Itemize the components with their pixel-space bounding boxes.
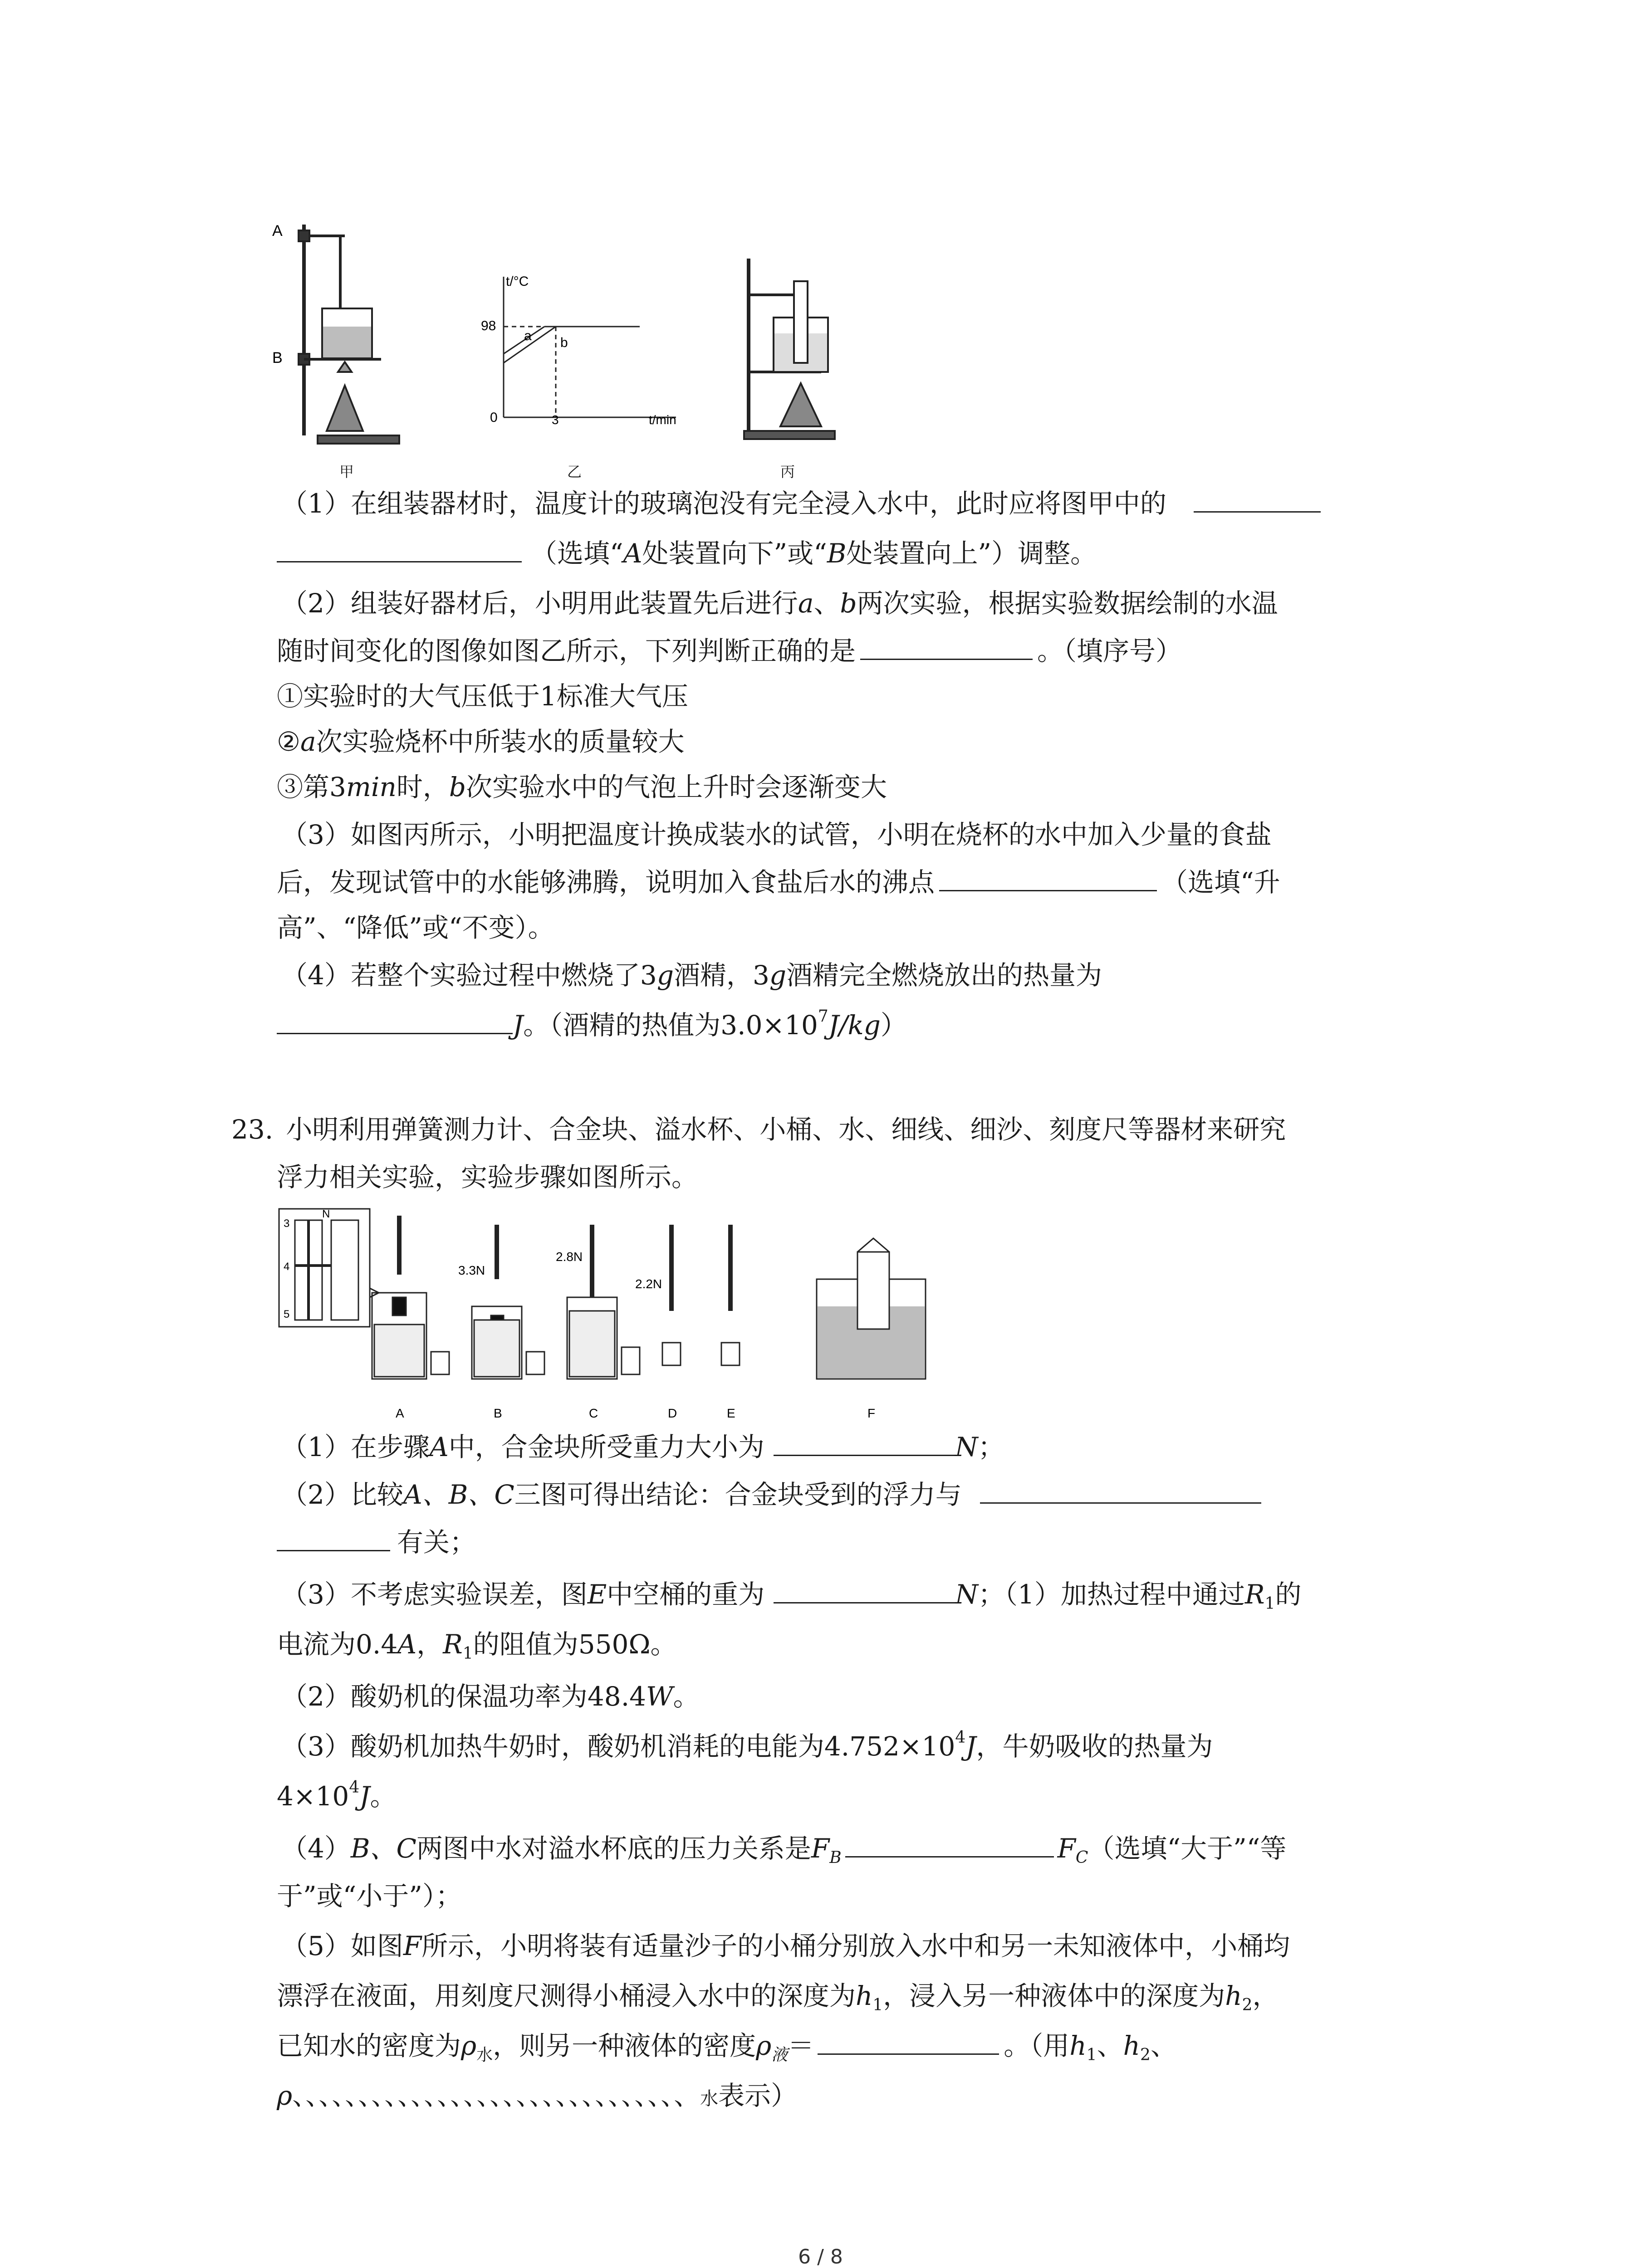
q22-option-3-text-a: ③第3 <box>277 772 346 802</box>
q23-part5-rho-water-sub: 水 <box>476 2046 493 2064</box>
q22-part4-blank[interactable] <box>277 1007 513 1034</box>
q23-part5-text-i: 。（用 <box>1004 2030 1070 2061</box>
figure-yi-y-axis: t/°C <box>506 274 529 289</box>
q23-part1-text-b: 中，合金块所受重力大小为 <box>448 1432 764 1462</box>
figure-yi-xtick: 3 <box>552 413 559 426</box>
q23-part3-text-f: ， <box>416 1629 443 1660</box>
q22-option-3-var: min <box>346 772 397 802</box>
q22-part1-blank-cont[interactable] <box>277 536 522 562</box>
q23-part3-unit-a: A <box>397 1629 417 1660</box>
q23-part5-text-b: 所示，小明将装有适量沙子的小桶分别放入水中和另一未知液体中，小桶均 <box>421 1931 1290 1961</box>
q23-stray-3-exp: 4 <box>955 1728 966 1747</box>
page-number: 6 / 8 <box>798 2245 843 2268</box>
q23-stray-3-line2 <box>277 1778 397 1814</box>
q22-part3-text-b: 后，发现试管中的水能够沸腾，说明加入食盐后水的沸点 <box>277 867 935 898</box>
q23-number: 23. <box>231 1114 274 1145</box>
q23-fig-dial-tick-5: 5 <box>284 1308 290 1320</box>
q23-stray-3-line1 <box>281 1728 1213 1765</box>
q23-part1 <box>281 1429 1004 1465</box>
q23-intro-line1 <box>231 1111 1286 1148</box>
q23-fig-label-e: E <box>727 1406 735 1420</box>
figure-bing-label: 丙 <box>780 463 795 480</box>
q23-part3-r1b: R <box>443 1629 463 1660</box>
q22-part1-text-b: （选填“ <box>531 538 623 569</box>
q23-part4-line2 <box>277 1878 462 1914</box>
q22-part4-unit: J <box>513 1010 524 1041</box>
q22-part1-var-b: B <box>827 538 847 569</box>
q22-part4-line2 <box>277 1007 907 1043</box>
q23-part5-use-sep: 、 <box>1097 2030 1123 2061</box>
q22-option-2-var: a <box>300 726 316 757</box>
q23-fig-reading-c: 2.8N <box>556 1250 583 1264</box>
figure-jia-label: 甲 <box>339 463 354 480</box>
q22-part1-var-a: A <box>623 538 642 569</box>
q23-part4-fc: F <box>1057 1833 1076 1864</box>
q23-stray-3-text-a: （3）酸奶机加热牛奶时，酸奶机消耗的电能为4.752×10 <box>281 1731 955 1762</box>
q22-part3-line1 <box>281 816 1272 853</box>
q23-part2-line1 <box>281 1476 1261 1513</box>
q23-part4-fb-sub: B <box>829 1848 842 1867</box>
q23-fig-dial-tick-4: 4 <box>284 1261 290 1273</box>
q22-part4-var-g1: g <box>656 960 674 991</box>
q22-part1-blank[interactable] <box>1194 486 1321 513</box>
q23-part5-text-a: （5）如图 <box>281 1931 403 1961</box>
q23-part2-blank-cont[interactable] <box>277 1525 390 1551</box>
q23-part4-var: B、C <box>350 1833 416 1864</box>
q23-part4-text-a: （4） <box>281 1833 351 1864</box>
q22-part1-text-a: （1）在组装器材时，温度计的玻璃泡没有完全浸入水中，此时应将图甲中的 <box>281 488 1166 519</box>
q22-option-3-text-b: 时， <box>396 772 449 802</box>
q23-part5-text-f: 已知水的密度为 <box>277 2030 461 2061</box>
q22-part3-line2 <box>277 864 1280 900</box>
q22-part2-line1 <box>281 585 1278 621</box>
q23-stray-3-unit2: J <box>359 1781 370 1812</box>
q22-part2-var-b: b <box>840 588 857 619</box>
q23-part1-text-c: ； <box>978 1432 1004 1462</box>
q23-part5-text-c: 漂浮在液面，用刻度尺测得小桶浸入水中的深度为 <box>277 1980 856 2011</box>
q23-stray-2 <box>281 1678 700 1715</box>
q22-part4-text-b: 酒精，3 <box>673 960 769 991</box>
q23-part5-use-h1-sub: 1 <box>1086 2046 1097 2064</box>
q23-part5-line1 <box>281 1928 1290 1964</box>
q23-part3-var: E <box>587 1579 607 1610</box>
q22-part3-line3 <box>277 909 554 946</box>
q23-part4-blank[interactable] <box>845 1831 1054 1857</box>
q23-part3-line1 <box>281 1576 1302 1613</box>
q23-fig-reading-d: 2.2N <box>635 1277 662 1291</box>
q23-part5-dots: 、、、、、、、、、、、、、、、、、、、、、、、、、、、、、、 <box>292 2080 700 2111</box>
q23-part2-text-c: 有关； <box>397 1527 476 1558</box>
q23-part3-r1: R <box>1244 1579 1265 1610</box>
q22-option-1-text: ①实验时的大气压低于1标准大气压 <box>277 681 688 712</box>
figure-yi-curve-b: b <box>560 335 568 350</box>
q23-part4-text-c: （选填“大于”“等 <box>1088 1833 1287 1864</box>
q23-part5-use-h1: h <box>1069 2030 1087 2061</box>
q23-stray-2-text: （2）酸奶机的保温功率为48.4 <box>281 1681 647 1712</box>
q23-stray-2-end: 。 <box>673 1681 700 1712</box>
figure-bing-apparatus <box>730 254 848 445</box>
q23-intro-a: 小明利用弹簧测力计、合金块、溢水杯、小桶、水、细线、细沙、刻度尺等器材来研究 <box>286 1114 1286 1145</box>
q22-part4-text-c: 酒精完全燃烧放出的热量为 <box>786 960 1102 991</box>
q22-part1-text-d: 处装置向下”或“ <box>642 538 827 569</box>
q23-part5-rho-liquid-sub: 液 <box>771 2046 788 2064</box>
figure-jia-mark-a: A <box>272 222 283 240</box>
q22-part2-text-d: 随时间变化的图像如图乙所示，下列判断正确的是 <box>277 635 856 666</box>
q22-part4-text-f: ） <box>880 1010 907 1041</box>
q23-part4-fb: F <box>811 1833 830 1864</box>
q23-part5-var: F <box>403 1931 422 1961</box>
q22-part3-text-a: （3）如图丙所示，小明把温度计换成装水的试管，小明在烧杯的水中加入少量的食盐 <box>281 819 1272 850</box>
q23-part5-use-end: 、 <box>1150 2030 1177 2061</box>
q23-part4-line1 <box>281 1830 1286 1867</box>
q22-part2-var-a: a <box>798 588 814 619</box>
q22-part2-text-c: 两次实验，根据实验数据绘制的水温 <box>857 588 1278 619</box>
q23-part1-text-a: （1）在步骤 <box>281 1432 430 1462</box>
q23-part3-blank[interactable] <box>774 1577 955 1603</box>
q22-part2-blank[interactable] <box>860 633 1033 660</box>
q23-part5-use-h2: h <box>1123 2030 1140 2061</box>
figure-yi-ytick: 98 <box>481 318 496 333</box>
q23-part3-unit: N <box>955 1579 979 1610</box>
q23-part5-line2 <box>277 1978 1279 2014</box>
q23-part5-text-e: ， <box>1252 1980 1279 2011</box>
q23-part5-h1-sub: 1 <box>872 1996 883 2014</box>
q22-part1-line1 <box>281 485 1321 522</box>
q23-part2-text-a: （2）比较 <box>281 1479 403 1510</box>
q23-stray-2-unit: W <box>646 1681 673 1712</box>
q23-part3-text-a: （3）不考虑实验误差，图 <box>281 1579 588 1610</box>
q22-part1-text-f: 处装置向上”）调整。 <box>846 538 1097 569</box>
q23-part5-h2: h <box>1225 1980 1242 2011</box>
figure-yi-label: 乙 <box>567 463 582 480</box>
q23-part5-line4 <box>277 2077 797 2117</box>
q23-part5-h2-sub: 2 <box>1242 1996 1253 2014</box>
q23-part3-r1b-sub: 1 <box>462 1644 473 1663</box>
q22-option-3 <box>277 769 887 805</box>
q23-fig-label-a: A <box>396 1406 404 1420</box>
q23-stray-3-end: 。 <box>370 1781 397 1812</box>
q23-part3-text-c: ；（1）加热过程中通过 <box>978 1579 1245 1610</box>
q23-part5-equals: ＝ <box>788 2030 814 2061</box>
figure-yi-graph <box>467 272 685 426</box>
q23-part5-use-rho-sub: 水 <box>700 2088 719 2109</box>
q23-part2-var: A、B、C <box>403 1479 514 1510</box>
q23-fig-label-c: C <box>589 1406 598 1420</box>
q22-part2-text-e: 。（填序号） <box>1037 635 1182 666</box>
q23-part5-use-rho: ρ <box>277 2080 293 2111</box>
q22-part4-text-a: （4）若整个实验过程中燃烧了3 <box>281 960 657 991</box>
q23-part5-text-d: ，浸入另一种液体中的深度为 <box>883 1980 1225 2011</box>
q23-part3-text-b: 中空桶的重为 <box>607 1579 765 1610</box>
q23-part5-rho-water: ρ <box>461 2030 477 2061</box>
q23-part4-fc-sub: C <box>1075 1848 1088 1867</box>
q22-part1-line2 <box>277 535 1097 572</box>
q22-part3-text-c: （选填“升 <box>1161 867 1280 898</box>
q23-part5-use-h2-sub: 2 <box>1140 2046 1151 2064</box>
figure-jia-mark-b: B <box>272 349 283 367</box>
q23-fig-label-b: B <box>494 1406 502 1420</box>
q23-part4-text-d: 于”或“小于”）； <box>277 1881 462 1911</box>
q23-fig-reading-b: 3.3N <box>458 1263 485 1277</box>
q23-part5-rho-liquid: ρ <box>756 2030 772 2061</box>
figure-yi-origin: 0 <box>490 410 498 425</box>
q23-part1-unit: N <box>955 1432 978 1462</box>
q23-intro-line2 <box>277 1159 698 1195</box>
q23-fig-dial-tick-3: 3 <box>284 1217 290 1230</box>
q23-stray-3-text-c: 4×10 <box>277 1781 349 1812</box>
q22-option-3-text-c: 次实验水中的气泡上升时会逐渐变大 <box>465 772 887 802</box>
q23-fig-label-d: D <box>668 1406 677 1420</box>
q22-part3-text-d: 高”、“降低”或“不变）。 <box>277 912 554 943</box>
q23-part4-text-b: 两图中水对溢水杯底的压力关系是 <box>416 1833 811 1864</box>
q22-part2-text-a: （2）组装好器材后，小明用此装置先后进行 <box>281 588 798 619</box>
figure-yi-x-axis: t/min <box>649 413 676 426</box>
figure-jia-apparatus <box>272 218 408 454</box>
q22-option-3-var-b: b <box>449 772 466 802</box>
q23-part2-blank[interactable] <box>980 1477 1261 1504</box>
q23-part5-text-end: 表示） <box>718 2080 798 2111</box>
q23-part2-line2 <box>277 1524 476 1560</box>
q22-part4-exp: 7 <box>818 1007 828 1026</box>
q23-stray-3-unit: J <box>965 1731 976 1762</box>
q22-part4-unit2: J/kg <box>828 1010 881 1041</box>
q22-part4-line1 <box>281 957 1102 993</box>
q22-option-2-text: 次实验烧杯中所装水的质量较大 <box>316 726 685 757</box>
q23-part1-var: A <box>429 1432 449 1462</box>
q23-fig-dial-unit: N <box>322 1208 330 1220</box>
q23-part3-text-e: 电流为0.4 <box>277 1629 398 1660</box>
q22-option-1 <box>277 678 688 714</box>
q23-part3-text-d: 的 <box>1275 1579 1302 1610</box>
q23-part5-h1: h <box>856 1980 873 2011</box>
q23-part5-blank[interactable] <box>818 2028 999 2055</box>
q22-part4-var-g2: g <box>769 960 786 991</box>
q23-part2-text-b: 三图可得出结论：合金块受到的浮力与 <box>514 1479 962 1510</box>
q23-stray-3-exp2: 4 <box>349 1778 360 1797</box>
q22-part3-blank[interactable] <box>939 865 1157 891</box>
q23-figure <box>277 1207 957 1424</box>
q23-stray-3-text-b: ，牛奶吸收的热量为 <box>976 1731 1213 1762</box>
q22-part4-text-d: 。（酒精的热值为3.0×10 <box>523 1010 818 1041</box>
q23-part3-line2 <box>277 1626 677 1662</box>
q23-intro-b: 浮力相关实验，实验步骤如图所示。 <box>277 1162 698 1193</box>
q23-fig-label-f: F <box>867 1406 876 1420</box>
figure-yi-curve-a: a <box>524 328 532 343</box>
q23-part3-text-g: 的阻值为550Ω。 <box>473 1629 677 1660</box>
q22-option-2 <box>277 723 685 760</box>
q23-part5-line3 <box>277 2028 1177 2064</box>
q22-part2-text-b: 、 <box>813 588 840 619</box>
q23-part3-r1-sub: 1 <box>1264 1594 1275 1613</box>
q22-option-2-num: ② <box>277 726 300 757</box>
q23-part5-text-g: ，则另一种液体的密度 <box>493 2030 756 2061</box>
q22-part2-line2 <box>277 633 1182 669</box>
q23-part1-blank[interactable] <box>774 1429 955 1456</box>
